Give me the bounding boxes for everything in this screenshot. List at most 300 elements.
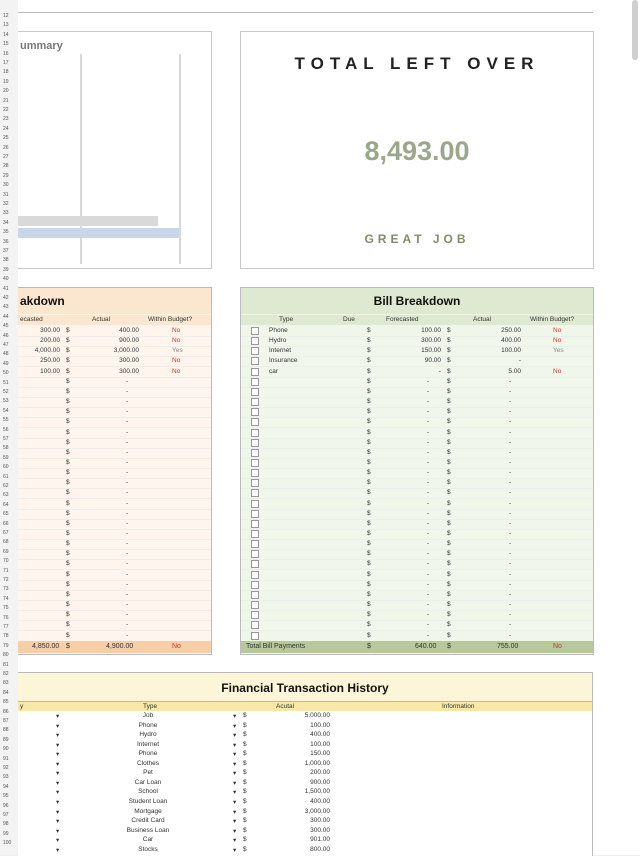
transaction-amount: 900.00 xyxy=(310,778,330,786)
row-number: 62 xyxy=(3,483,9,489)
row-number: 99 xyxy=(3,830,9,837)
actual-value: 900.00 xyxy=(119,337,139,345)
empty-dash: - xyxy=(509,398,512,406)
row-checkbox[interactable] xyxy=(251,337,259,345)
category-dropdown-caret[interactable]: ▾ xyxy=(56,827,60,835)
empty-dash: - xyxy=(427,479,430,487)
row-number: 66 xyxy=(3,520,9,527)
empty-dash: - xyxy=(509,560,512,568)
empty-dash: - xyxy=(509,469,512,477)
row-number: 56 xyxy=(3,426,9,433)
row-checkbox[interactable] xyxy=(251,500,259,508)
dollar-sign: $ xyxy=(447,530,451,537)
bill-type: Insurance xyxy=(269,357,298,365)
type-dropdown-caret[interactable]: ▾ xyxy=(233,713,237,720)
dollar-sign: $ xyxy=(243,778,247,786)
forecasted-value: 100.00 xyxy=(40,367,60,375)
transaction-type: Clothes xyxy=(136,759,160,767)
dollar-sign: $ xyxy=(367,469,371,477)
type-dropdown-caret[interactable]: ▾ xyxy=(233,770,237,778)
row-number: 35 xyxy=(3,229,9,236)
row-number: 91 xyxy=(3,755,9,762)
chart-bar-blue xyxy=(18,228,179,238)
transaction-amount: 200.00 xyxy=(310,769,330,777)
row-number: 85 xyxy=(3,699,9,706)
transaction-type: Phone xyxy=(138,721,158,729)
category-dropdown-caret[interactable]: ▾ xyxy=(56,770,60,778)
dollar-sign: $ xyxy=(66,489,70,497)
dollar-sign: $ xyxy=(447,438,451,446)
empty-dash: - xyxy=(427,560,430,568)
total-within-budget: No xyxy=(172,643,181,650)
empty-dash: - xyxy=(126,580,129,588)
dollar-sign: $ xyxy=(367,367,371,375)
row-number: 12 xyxy=(3,13,9,19)
dollar-sign: $ xyxy=(447,367,451,375)
empty-dash: - xyxy=(126,428,129,436)
empty-dash: - xyxy=(126,489,129,497)
dollar-sign: $ xyxy=(447,377,451,385)
dollar-sign: $ xyxy=(66,337,70,345)
row-number: 73 xyxy=(3,586,9,593)
dollar-sign: $ xyxy=(367,448,371,456)
transaction-row xyxy=(18,846,592,856)
dollar-sign: $ xyxy=(66,550,70,558)
empty-dash: - xyxy=(509,448,512,456)
type-dropdown-caret[interactable]: ▾ xyxy=(233,779,237,787)
type-header: Type xyxy=(143,703,158,710)
row-checkbox[interactable] xyxy=(251,459,259,467)
total-forecasted: 4,850.00 xyxy=(32,643,60,650)
bill-type: Internet xyxy=(269,347,292,355)
dollar-sign: $ xyxy=(66,631,70,639)
dollar-sign: $ xyxy=(66,418,70,426)
chart-axis-line xyxy=(179,54,181,264)
empty-dash: - xyxy=(427,499,430,507)
bill-breakdown-title: Bill Breakdown xyxy=(241,288,593,314)
row-number: 71 xyxy=(3,567,9,574)
expense-breakdown-total-row xyxy=(18,641,211,653)
transaction-row xyxy=(18,750,592,760)
type-dropdown-caret[interactable]: ▾ xyxy=(233,741,237,749)
summary-chart-title: ummary xyxy=(20,40,63,52)
row-checkbox[interactable] xyxy=(251,327,259,335)
category-dropdown-caret[interactable]: ▾ xyxy=(56,808,60,816)
actual-value: 5.00 xyxy=(508,367,521,375)
dollar-sign: $ xyxy=(367,509,371,517)
empty-dash: - xyxy=(427,428,430,436)
category-header: y xyxy=(20,703,24,710)
row-number: 53 xyxy=(3,398,9,405)
empty-dash: - xyxy=(509,631,512,639)
bill-type: car xyxy=(269,367,279,375)
row-number: 34 xyxy=(3,219,9,226)
empty-dash: - xyxy=(427,387,430,395)
dollar-sign: $ xyxy=(243,826,247,834)
dollar-sign: $ xyxy=(447,418,451,426)
dollar-sign: $ xyxy=(447,428,451,436)
empty-dash: - xyxy=(427,550,430,558)
empty-dash: - xyxy=(509,377,512,385)
row-checkbox[interactable] xyxy=(251,632,259,640)
row-checkbox[interactable] xyxy=(251,581,259,589)
category-dropdown-caret[interactable]: ▾ xyxy=(56,741,60,749)
row-number: 88 xyxy=(3,727,9,734)
row-number: 81 xyxy=(3,661,9,668)
row-checkbox[interactable] xyxy=(251,429,259,437)
dollar-sign: $ xyxy=(66,580,70,588)
row-checkbox[interactable] xyxy=(251,418,259,426)
row-checkbox[interactable] xyxy=(251,347,259,355)
transaction-amount: 100.00 xyxy=(310,740,330,748)
empty-dash: - xyxy=(509,418,512,426)
empty-dash: - xyxy=(509,540,512,548)
row-checkbox[interactable] xyxy=(251,510,259,518)
row-checkbox[interactable] xyxy=(251,378,259,386)
total-left-over-note: GREAT JOB xyxy=(364,232,470,246)
dollar-sign: $ xyxy=(367,428,371,436)
row-checkbox[interactable] xyxy=(251,560,259,568)
dollar-sign: $ xyxy=(66,377,70,385)
transaction-row xyxy=(18,827,592,837)
dollar-sign: $ xyxy=(243,788,247,796)
within-budget-header: Within Budget? xyxy=(148,316,193,323)
row-number: 92 xyxy=(3,765,9,771)
empty-dash: - xyxy=(126,377,129,385)
category-dropdown-caret[interactable]: ▾ xyxy=(56,713,60,720)
dollar-sign: $ xyxy=(447,590,451,598)
within-budget-value: No xyxy=(553,337,562,345)
empty-dash: - xyxy=(126,387,129,395)
forecasted-value: 300.00 xyxy=(421,337,441,345)
type-dropdown-caret[interactable]: ▾ xyxy=(233,827,237,835)
dollar-sign: $ xyxy=(66,327,70,334)
dollar-sign: $ xyxy=(367,479,371,487)
actual-value: 300.00 xyxy=(119,367,139,375)
forecasted-value: 150.00 xyxy=(421,347,441,355)
dollar-sign: $ xyxy=(66,387,70,395)
dollar-sign: $ xyxy=(447,357,451,365)
dollar-sign: $ xyxy=(66,438,70,446)
type-dropdown-caret[interactable]: ▾ xyxy=(233,808,237,816)
category-dropdown-caret[interactable]: ▾ xyxy=(56,722,60,730)
row-checkbox[interactable] xyxy=(251,479,259,487)
transaction-amount: 300.00 xyxy=(310,817,330,825)
dollar-sign: $ xyxy=(66,570,70,578)
row-number: 31 xyxy=(3,191,9,198)
row-number: 70 xyxy=(3,558,9,565)
category-dropdown-caret[interactable]: ▾ xyxy=(56,789,60,797)
row-number: 27 xyxy=(3,154,9,160)
dollar-sign: $ xyxy=(367,327,371,334)
row-number: 75 xyxy=(3,605,9,612)
row-number: 16 xyxy=(3,50,9,57)
row-number: 83 xyxy=(3,680,9,687)
dollar-sign: $ xyxy=(243,750,247,758)
row-number: 18 xyxy=(3,69,9,76)
transaction-row xyxy=(18,741,592,751)
transaction-type: Phone xyxy=(138,750,158,758)
dollar-sign: $ xyxy=(447,448,451,456)
row-checkbox[interactable] xyxy=(251,601,259,609)
total-left-over-title: TOTAL LEFT OVER xyxy=(294,54,540,73)
dollar-sign: $ xyxy=(243,807,247,815)
transaction-amount: 100.00 xyxy=(310,721,330,729)
category-dropdown-caret[interactable]: ▾ xyxy=(56,779,60,787)
category-dropdown-caret[interactable]: ▾ xyxy=(56,798,60,806)
dollar-sign: $ xyxy=(447,408,451,416)
row-number: 17 xyxy=(3,60,9,66)
transaction-type: Business Loan xyxy=(126,826,170,834)
row-checkbox[interactable] xyxy=(251,449,259,457)
dollar-sign: $ xyxy=(447,469,451,477)
dollar-sign: $ xyxy=(66,590,70,598)
row-number: 90 xyxy=(3,746,9,753)
row-number: 37 xyxy=(3,248,9,254)
empty-dash: - xyxy=(126,469,129,477)
transaction-amount: 400.00 xyxy=(310,731,330,739)
empty-dash: - xyxy=(126,438,129,446)
forecasted-header: ecasted xyxy=(20,316,43,323)
dollar-sign: $ xyxy=(447,550,451,558)
total-forecasted: 640.00 xyxy=(415,643,437,650)
actual-header: Actual xyxy=(473,316,492,323)
transaction-row xyxy=(18,769,592,779)
row-number: 41 xyxy=(3,285,9,292)
summary-chart xyxy=(18,31,212,269)
transaction-type: Job xyxy=(142,712,154,719)
vertical-scrollbar[interactable] xyxy=(632,0,638,60)
row-checkbox[interactable] xyxy=(251,571,259,579)
dollar-sign: $ xyxy=(367,458,371,466)
actual-value: 3,000.00 xyxy=(113,347,139,355)
row-number: 42 xyxy=(3,295,9,301)
transaction-row xyxy=(18,788,592,798)
empty-dash: - xyxy=(427,469,430,477)
dollar-sign: $ xyxy=(447,519,451,527)
row-number: 28 xyxy=(3,163,9,170)
row-checkbox[interactable] xyxy=(251,357,259,365)
dollar-sign: $ xyxy=(367,499,371,507)
within-budget-value: No xyxy=(553,367,562,375)
empty-dash: - xyxy=(509,590,512,598)
dollar-sign: $ xyxy=(367,438,371,446)
type-dropdown-caret[interactable]: ▾ xyxy=(233,751,237,759)
row-number: 43 xyxy=(3,304,9,311)
category-dropdown-caret[interactable]: ▾ xyxy=(56,818,60,826)
type-dropdown-caret[interactable]: ▾ xyxy=(233,798,237,806)
row-number: 30 xyxy=(3,182,9,189)
transaction-row xyxy=(18,712,592,722)
dollar-sign: $ xyxy=(367,611,371,619)
dollar-sign: $ xyxy=(66,560,70,568)
row-number: 77 xyxy=(3,624,9,630)
row-checkbox[interactable] xyxy=(251,520,259,528)
dollar-sign: $ xyxy=(66,519,70,527)
empty-dash: - xyxy=(427,611,430,619)
type-dropdown-caret[interactable]: ▾ xyxy=(233,732,237,740)
row-checkbox[interactable] xyxy=(251,408,259,416)
dollar-sign: $ xyxy=(367,357,371,365)
dollar-sign: $ xyxy=(243,836,247,844)
forecasted-value: 100.00 xyxy=(421,327,441,334)
row-number: 47 xyxy=(3,342,9,348)
dollar-sign: $ xyxy=(367,601,371,609)
row-checkbox[interactable] xyxy=(251,550,259,558)
empty-dash: - xyxy=(427,458,430,466)
dollar-sign: $ xyxy=(447,570,451,578)
dollar-sign: $ xyxy=(66,530,70,537)
transaction-type: Stocks xyxy=(138,845,158,853)
dollar-sign: $ xyxy=(447,509,451,517)
actual-value: 300.00 xyxy=(119,357,139,365)
dollar-sign: $ xyxy=(367,580,371,588)
empty-dash: - xyxy=(427,631,430,639)
row-number: 54 xyxy=(3,407,9,414)
empty-dash: - xyxy=(126,611,129,619)
dollar-sign: $ xyxy=(447,580,451,588)
type-dropdown-caret[interactable]: ▾ xyxy=(233,818,237,826)
category-dropdown-caret[interactable]: ▾ xyxy=(56,837,60,845)
empty-dash: - xyxy=(427,580,430,588)
dollar-sign: $ xyxy=(243,769,247,777)
empty-dash: - xyxy=(126,550,129,558)
dollar-sign: $ xyxy=(367,347,371,355)
transaction-amount: 1,500.00 xyxy=(304,788,330,796)
row-number: 40 xyxy=(3,276,9,283)
expense-breakdown-header xyxy=(18,315,211,325)
empty-dash: - xyxy=(126,570,129,578)
transaction-amount: 1,000.00 xyxy=(304,759,330,767)
empty-dash: - xyxy=(126,408,129,416)
row-checkbox[interactable] xyxy=(251,530,259,538)
dollar-sign: $ xyxy=(243,759,247,767)
row-checkbox[interactable] xyxy=(251,439,259,447)
dollar-sign: $ xyxy=(367,337,371,345)
dollar-sign: $ xyxy=(447,398,451,406)
dollar-sign: $ xyxy=(447,560,451,568)
category-dropdown-caret[interactable]: ▾ xyxy=(56,732,60,740)
empty-dash: - xyxy=(427,448,430,456)
row-number: 25 xyxy=(3,135,9,142)
row-checkbox[interactable] xyxy=(251,540,259,548)
category-dropdown-caret[interactable]: ▾ xyxy=(56,846,60,854)
type-dropdown-caret[interactable]: ▾ xyxy=(233,760,237,768)
row-number: 44 xyxy=(3,313,9,320)
row-checkbox[interactable] xyxy=(251,388,259,396)
empty-dash: - xyxy=(126,418,129,426)
empty-dash: - xyxy=(427,519,430,527)
row-number: 23 xyxy=(3,116,9,123)
row-checkbox[interactable] xyxy=(251,368,259,376)
dollar-sign: $ xyxy=(367,643,371,650)
row-number: 97 xyxy=(3,812,9,818)
type-dropdown-caret[interactable]: ▾ xyxy=(233,846,237,854)
chart-bar-gray xyxy=(18,216,158,226)
row-number: 50 xyxy=(3,370,9,377)
transaction-row xyxy=(18,798,592,808)
transaction-type: Pet xyxy=(143,769,153,777)
row-number: 38 xyxy=(3,257,9,264)
actual-value: 250.00 xyxy=(501,327,521,334)
dollar-sign: $ xyxy=(243,740,247,748)
empty-dash: - xyxy=(427,418,430,426)
row-number: 86 xyxy=(3,708,9,715)
row-checkbox[interactable] xyxy=(251,611,259,619)
type-dropdown-caret[interactable]: ▾ xyxy=(233,837,237,845)
actual-value: 400.00 xyxy=(501,337,521,345)
dollar-sign: $ xyxy=(447,621,451,629)
empty-dash: - xyxy=(427,540,430,548)
transaction-type: School xyxy=(138,788,158,796)
information-header: Information xyxy=(442,703,475,710)
row-checkbox[interactable] xyxy=(251,591,259,599)
empty-dash: - xyxy=(509,601,512,609)
table-row xyxy=(241,631,593,642)
within-budget-value: Yes xyxy=(553,347,564,355)
category-dropdown-caret[interactable]: ▾ xyxy=(56,751,60,759)
row-number: 45 xyxy=(3,323,9,330)
dollar-sign: $ xyxy=(66,601,70,609)
empty-dash: - xyxy=(126,621,129,629)
dollar-sign: $ xyxy=(367,387,371,395)
type-dropdown-caret[interactable]: ▾ xyxy=(233,722,237,730)
total-actual: 4,900.00 xyxy=(106,643,134,650)
dollar-sign: $ xyxy=(367,570,371,578)
empty-dash: - xyxy=(427,601,430,609)
dollar-sign: $ xyxy=(367,519,371,527)
transaction-amount: 3,000.00 xyxy=(304,807,330,815)
dollar-sign: $ xyxy=(367,540,371,548)
empty-dash: - xyxy=(509,550,512,558)
row-number: 78 xyxy=(3,633,9,640)
row-checkbox[interactable] xyxy=(251,489,259,497)
transaction-history-title: Financial Transaction History xyxy=(18,673,592,702)
dollar-sign: $ xyxy=(447,540,451,548)
empty-dash: - xyxy=(126,601,129,609)
dollar-sign: $ xyxy=(243,845,247,853)
total-within-budget: No xyxy=(553,643,562,650)
type-dropdown-caret[interactable]: ▾ xyxy=(233,789,237,797)
row-number: 95 xyxy=(3,793,9,800)
row-checkbox[interactable] xyxy=(251,398,259,406)
row-number: 46 xyxy=(3,332,9,339)
row-number: 60 xyxy=(3,464,9,471)
row-number: 14 xyxy=(3,31,9,38)
row-number: 59 xyxy=(3,454,9,461)
transaction-row xyxy=(18,731,592,741)
row-checkbox[interactable] xyxy=(251,469,259,477)
row-number: 20 xyxy=(3,88,9,95)
dollar-sign: $ xyxy=(447,631,451,639)
dollar-sign: $ xyxy=(367,631,371,639)
within-budget-value: No xyxy=(172,327,181,334)
within-budget-value: No xyxy=(172,357,181,365)
row-number: 36 xyxy=(3,238,9,245)
dollar-sign: $ xyxy=(447,611,451,619)
dollar-sign: $ xyxy=(447,337,451,345)
row-checkbox[interactable] xyxy=(251,621,259,629)
dollar-sign: $ xyxy=(66,611,70,619)
transaction-amount: 5,000.00 xyxy=(304,712,330,719)
dollar-sign: $ xyxy=(66,448,70,456)
dollar-sign: $ xyxy=(66,509,70,517)
transaction-history-header xyxy=(18,702,592,711)
actual-value: - xyxy=(518,357,521,365)
category-dropdown-caret[interactable]: ▾ xyxy=(56,760,60,768)
dollar-sign: $ xyxy=(66,398,70,406)
within-budget-value: No xyxy=(172,367,181,375)
